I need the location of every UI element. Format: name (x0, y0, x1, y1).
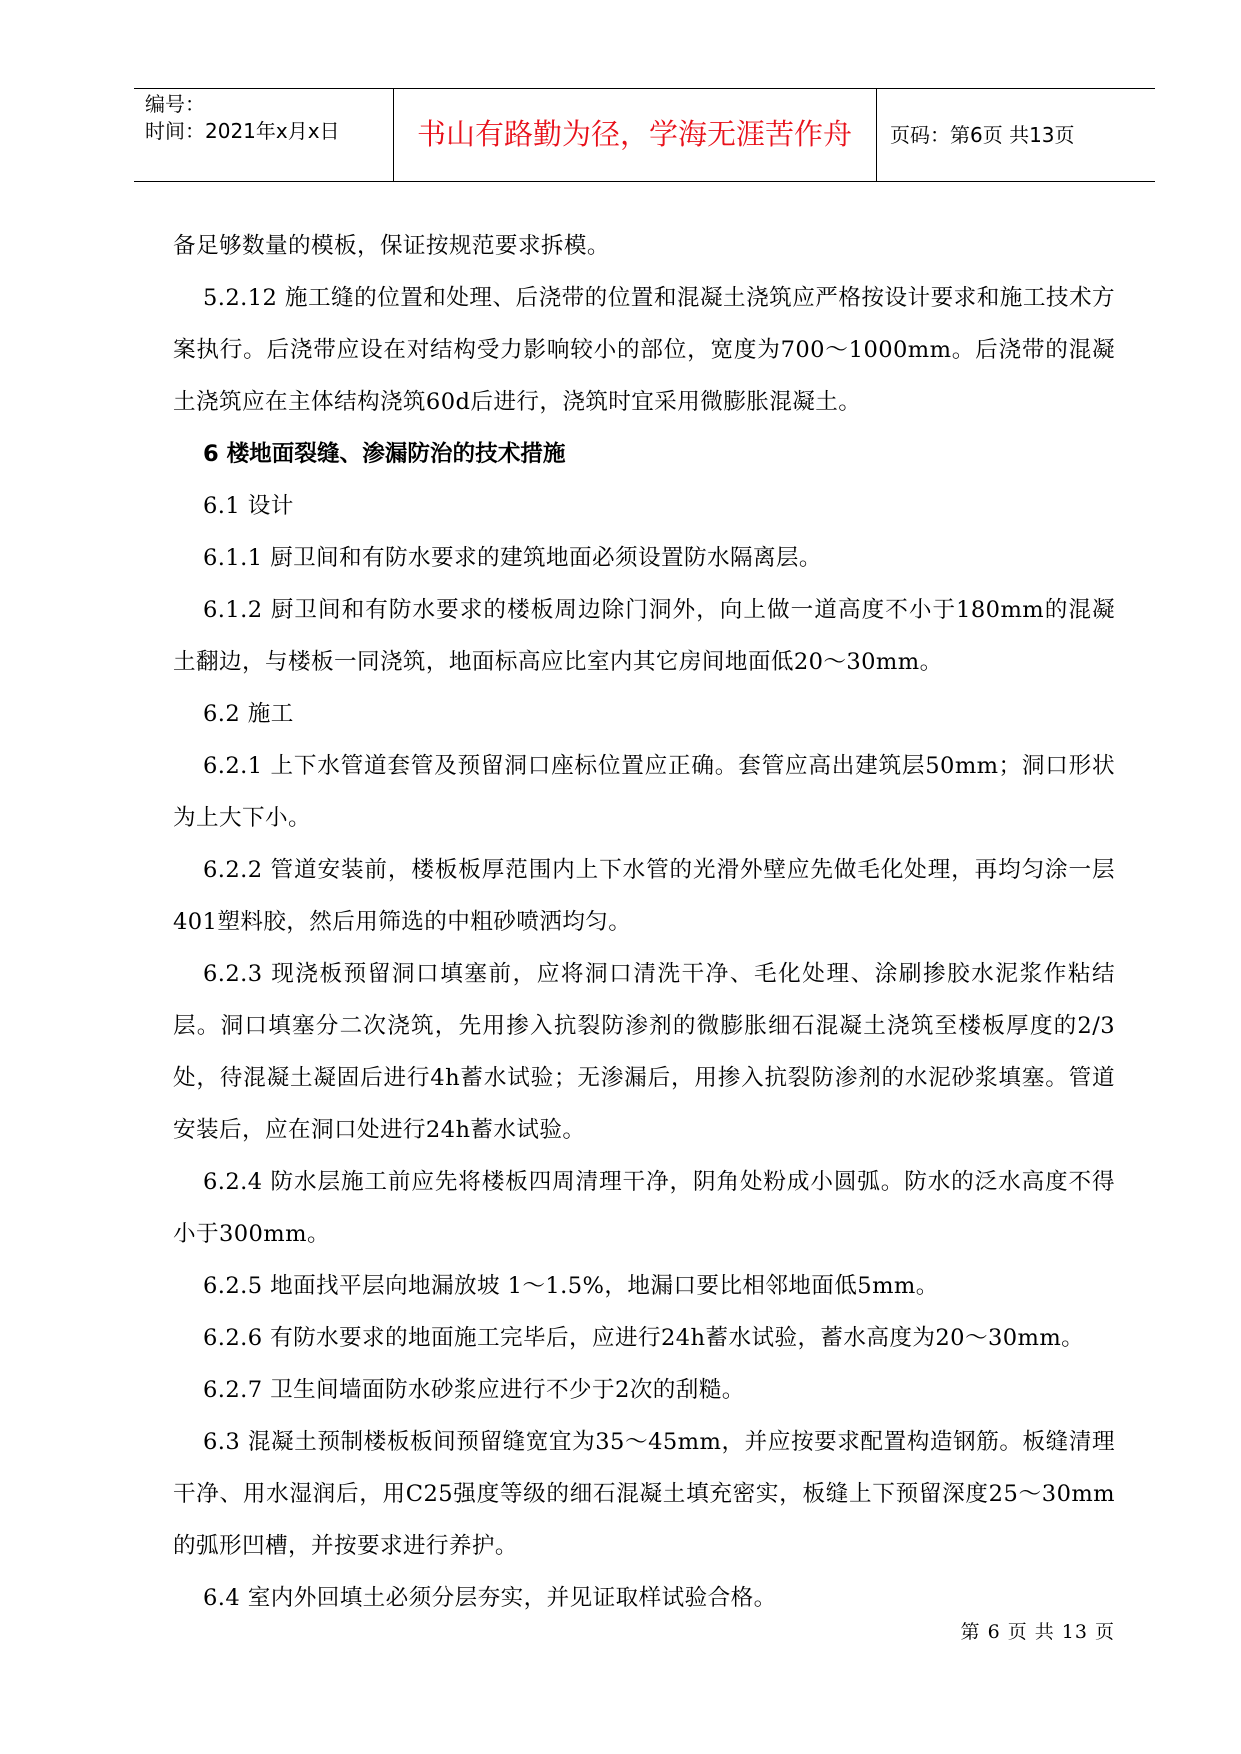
paragraph: 6.3 混凝土预制楼板板间预留缝宽宜为35～45mm，并应按要求配置构造钢筋。板缝清理干净、用水湿润后，用C25强度等级的细石混凝土填充密实，板缝上下预留深度25～30mm的弧形凹槽，并按要求进行养护。 (173, 1429, 1115, 1559)
paragraph: 6.2.2 管道安装前，楼板板厚范围内上下水管的光滑外壁应先做毛化处理，再均匀涂一层401塑料胶，然后用筛选的中粗砂喷洒均匀。 (173, 857, 1115, 935)
header-motto: 书山有路勤为径，学海无涯苦作舟 (416, 117, 852, 151)
paragraph: 6.2.3 现浇板预留洞口填塞前，应将洞口清洗干净、毛化处理、涂刷掺胶水泥浆作粘结层。洞口填塞分二次浇筑，先用掺入抗裂防渗剂的微膨胀细石混凝土浇筑至楼板厚度的2/3处，待混凝土凝固后进行4h蓄水试验；无渗漏后，用掺入抗裂防渗剂的水泥砂浆填塞。管道安装后，应在洞口处进行24h蓄水试验。 (173, 961, 1115, 1143)
paragraph: 6.2.5 地面找平层向地漏放坡 1～1.5%，地漏口要比相邻地面低5mm。 (203, 1273, 939, 1299)
header-serial-label: 编号： (145, 92, 205, 116)
header-bottom-rule (134, 181, 1155, 182)
paragraph: 6.2 施工 (203, 701, 294, 727)
footer-page-number: 第 6 页 共 13 页 (960, 1621, 1115, 1643)
header-time-label: 时间：2021年x月x日 (145, 119, 340, 143)
paragraph: 6.2.7 卫生间墙面防水砂浆应进行不少于2次的刮糙。 (203, 1377, 745, 1403)
paragraph: 6.2.1 上下水管道套管及预留洞口座标位置应正确。套管应高出建筑层50mm；洞口形状为上大下小。 (173, 753, 1115, 831)
header-divider-right (876, 88, 877, 181)
document-body (173, 220, 1115, 1624)
paragraph: 6.2.6 有防水要求的地面施工完毕后，应进行24h蓄水试验，蓄水高度为20～30mm。 (203, 1325, 1085, 1351)
paragraph: 6.2.4 防水层施工前应先将楼板四周清理干净，阴角处粉成小圆弧。防水的泛水高度不得小于300mm。 (173, 1169, 1115, 1247)
paragraph: 6.1 设计 (203, 493, 294, 519)
section-heading: 6 楼地面裂缝、渗漏防治的技术措施 (203, 441, 566, 467)
paragraph: 6.1.2 厨卫间和有防水要求的楼板周边除门洞外，向上做一道高度不小于180mm的混凝土翻边，与楼板一同浇筑，地面标高应比室内其它房间地面低20～30mm。 (173, 597, 1115, 675)
paragraph: 备足够数量的模板，保证按规范要求拆模。 (173, 233, 610, 259)
header-top-rule (134, 88, 1155, 89)
paragraph: 6.4 室内外回填土必须分层夯实，并见证取样试验合格。 (203, 1585, 777, 1611)
paragraph: 6.1.1 厨卫间和有防水要求的建筑地面必须设置防水隔离层。 (203, 545, 822, 571)
paragraph: 5.2.12 施工缝的位置和处理、后浇带的位置和混凝土浇筑应严格按设计要求和施工技术方案执行。后浇带应设在对结构受力影响较小的部位，宽度为700～1000mm。后浇带的混凝土浇筑应在主体结构浇筑60d后进行，浇筑时宜采用微膨胀混凝土。 (173, 285, 1115, 415)
header-page-label: 页码：第6页 共13页 (890, 123, 1075, 147)
